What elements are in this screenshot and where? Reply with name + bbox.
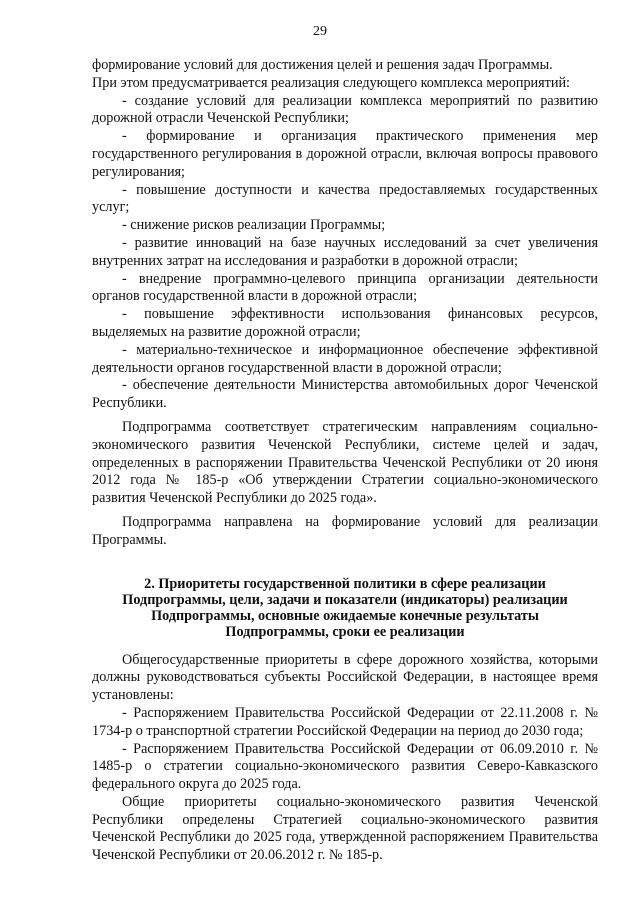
intro-line-1: формирование условий для достижения целей и решения задач Программы. [92,57,553,73]
list-item: - материально-техническое и информационное обеспечение эффективной деятельности органов государственной власти в дорожной отрасли; [92,341,598,376]
list-item: - обеспечение деятельности Министерства автомобильных дорог Чеченской Республики. [92,377,598,412]
list-item: - развитие инноваций на базе научных исследований за счет увеличения внутренних затрат на исследования и разработки в дорожной отрасли; [92,234,598,269]
list-item: - снижение рисков реализации Программы; [122,217,386,234]
list-item: - внедрение программно-целевого принципа организации деятельности органов государственной власти в дорожной отрасли; [92,270,598,305]
list-item: - Распоряжением Правительства Российской Федерации от 22.11.2008 г. № 1734-р о транспортной стратегии Российской Федерации на период до 2030 года; [92,704,598,739]
section-heading: 2. Приоритеты государственной политики в сфере реализации Подпрограммы, цели, задачи и показатели (индикаторы) реализации Подпрограммы, основные ожидаемые конечные результаты Подпрограммы, сроки ее реализации [122,575,568,640]
paragraph-purpose: Подпрограмма направлена на формирование условий для реализации Программы. [92,513,598,548]
page-number: 29 [313,24,327,39]
paragraph-general-priorities: Общие приоритеты социально-экономического развития Чеченской Республики определены Стратегией социально-экономического развития Чеченской Республики до 2025 года, утвержденной распоряжением Правительства Чеченской Республики от 20.06.2012 г. № 185-р. [92,793,598,864]
intro-line-2: При этом предусматривается реализация следующего комплекса мероприятий: [92,74,570,91]
paragraph-strategy: Подпрограмма соответствует стратегическим направлениям социально-экономического развития Чеченской Республики, системе целей и задач, определенных в распоряжении Правительства Чеченской Республики от 20 июня 2012 года № 185-р «Об утверждении Стратегии социально-экономического развития Чеченской Республики до 2025 года». [92,418,598,507]
list-item: - Распоряжением Правительства Российской Федерации от 06.09.2010 г. № 1485-р о стратегии социально-экономического развития Северо-Кавказского федерального округа до 2025 года. [92,740,598,793]
paragraph-priorities: Общегосударственные приоритеты в сфере дорожного хозяйства, которыми должны руководствоваться субъекты Российской Федерации, в настоящее время установлены: [92,651,598,704]
list-item: - создание условий для реализации комплекса мероприятий по развитию дорожной отрасли Чеченской Республики; [92,92,598,127]
list-item: - повышение доступности и качества предоставляемых государственных услуг; [92,181,598,216]
list-item: - повышение эффективности использования финансовых ресурсов, выделяемых на развитие дорожной отрасли; [92,306,598,340]
list-item: - формирование и организация практического применения мер государственного регулирования в дорожной отрасли, включая вопросы правового регулирования; [92,128,598,180]
page-body [92,57,598,865]
